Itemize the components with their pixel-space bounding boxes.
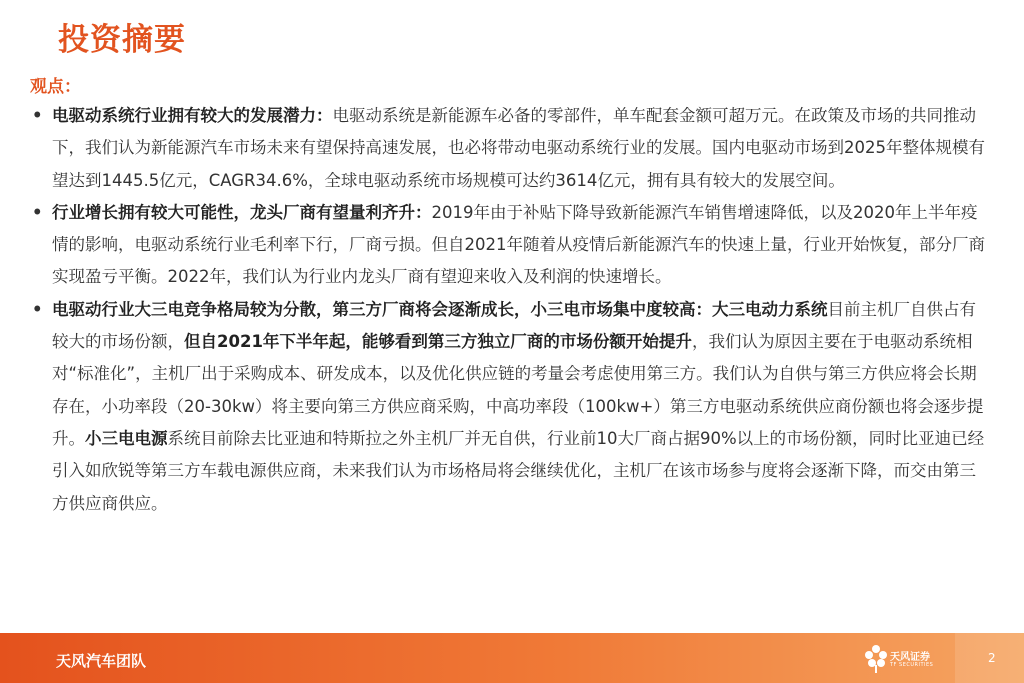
page-title: 投资摘要 bbox=[58, 22, 186, 58]
bullet-emphasis: 小三电电源 bbox=[85, 428, 168, 448]
bullet-text: 目前主机厂自供占有较大的市场份额， bbox=[52, 299, 976, 352]
team-name: 天风汽车团队 bbox=[56, 652, 147, 670]
footer-bar bbox=[0, 633, 1024, 683]
bullet-lead: 电驱动系统行业拥有较大的发展潜力： bbox=[52, 106, 333, 125]
logo-text: 天风证券 bbox=[890, 652, 930, 663]
bullet-text: 电驱动系统是新能源车必备的零部件，单车配套金额可超万元。在政策及市场的共同推动下，我们认为新能源汽车市场未来有望保持高速发展，也必将带动电驱动系统行业的发展。国内电驱动市场到2025年整体规模有望达到1445.5亿元，CAGR34.6%，全球电驱动系统市场规模可达约3614亿元，拥有具有较大的发展空间。 bbox=[52, 106, 985, 190]
page-number: 2 bbox=[988, 651, 996, 665]
bullet-item bbox=[30, 100, 992, 197]
brand-logo bbox=[863, 643, 943, 675]
bullet-dot: • bbox=[32, 202, 43, 222]
bullet-item bbox=[30, 197, 992, 294]
bullet-list bbox=[30, 100, 992, 520]
flower-logo-icon bbox=[863, 643, 889, 673]
bullet-dot: • bbox=[32, 106, 43, 125]
bullet-text: ，我们认为原因主要在于电驱动系统相对“标准化”，主机厂出于采购成本、研发成本，以及优化供应链的考量会考虑使用第三方。我们认为自供与第三方供应将会长期存在，小功率段（20-30kw）将主要向第三方供应商采购，中高功率段（100kw+）第三方电驱动系统供应商份额也将会逐步提升。 bbox=[52, 332, 984, 448]
bullet-lead: 行业增长拥有较大可能性，龙头厂商有望量利齐升： bbox=[52, 202, 432, 222]
section-heading: 观点： bbox=[30, 77, 81, 97]
bullet-text: 2019年由于补贴下降导致新能源汽车销售增速降低，以及2020年上半年疫情的影响，电驱动系统行业毛利率下行，厂商亏损。但自2021年随着从疫情后新能源汽车的快速上量，行业开始恢复，部分厂商实现盈亏平衡。2022年，我们认为行业内龙头厂商有望迎来收入及利润的快速增长。 bbox=[52, 202, 985, 287]
bullet-dot: • bbox=[32, 299, 43, 319]
bullet-lead: 电驱动行业大三电竞争格局较为分散，第三方厂商将会逐渐成长，小三电市场集中度较高：大三电动力系统 bbox=[52, 299, 828, 319]
logo-subtext: TF SECURITIES bbox=[890, 662, 934, 668]
bullet-text: 系统目前除去比亚迪和特斯拉之外主机厂并无自供，行业前10大厂商占据90%以上的市场份额，同时比亚迪已经引入如欣锐等第三方车载电源供应商，未来我们认为市场格局将会继续优化，主机厂在该市场参与度将会逐渐下降，而交由第三方供应商供应。 bbox=[52, 428, 985, 513]
bullet-emphasis: 但自2021年下半年起，能够看到第三方独立厂商的市场份额开始提升 bbox=[184, 332, 692, 352]
bullet-item bbox=[30, 294, 992, 520]
